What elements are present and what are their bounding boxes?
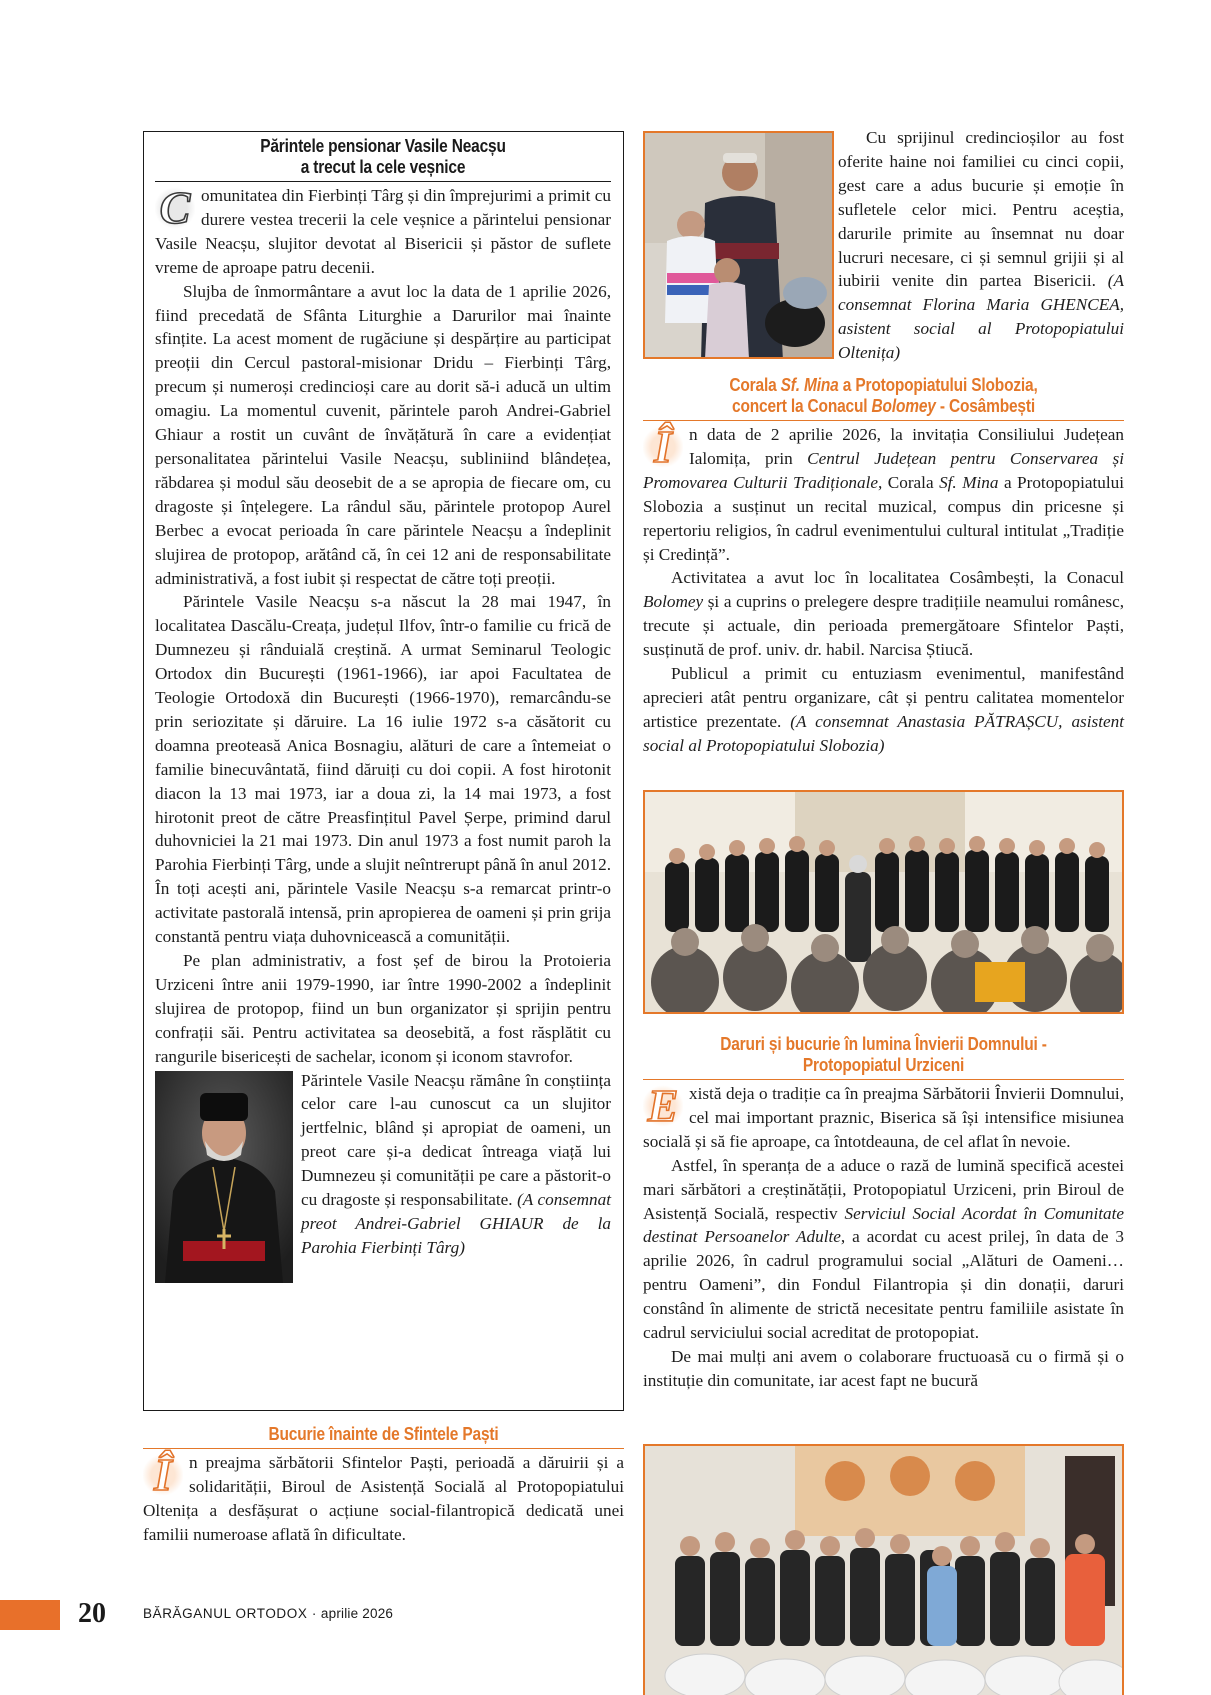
olt-dropcap: Î — [143, 1453, 183, 1497]
urziceni-body — [643, 1082, 1124, 1393]
priest-portrait-photo — [155, 1071, 293, 1283]
corala-title-line2: concert la Conacul Bolomey - Cosâmbești — [732, 396, 1035, 416]
choir-photo-illustration — [645, 792, 1124, 1014]
choir-photo — [643, 790, 1124, 1014]
obituary-paragraph-2: Slujba de înmormântare a avut loc la data de 1 aprilie 2026, fiind precedată de Sfânta Liturghie a Darurilor mai înainte sfințite. La acest moment de rugăciune și despărțire au participat preoții din Cercul pastoral-misionar Dridu – Fierbinți Târg, precum și numeroși credincioși care au dorit să-i aducă un ultim omagiu. La momentul cuvenit, părintele paroh Andrei-Gabriel Ghiaur a rostit un cuvânt de învățătură în care a evidențiat personalitatea părintelui Vasile Neacșu, subliniind blândețea, răbdarea și modul său deosebit de a se apropia de fiecare om, cu dragoste și înțelegere. La rândul său, părintele protopop Aurel Berbec a evocat perioada în care părintele Neacșu a îndeplinit slujirea de protopop, arătând că, în cei 12 ani de responsabilitate administrativă, a fost iubit și respectat de către toți preoții. — [155, 281, 611, 588]
olt-credit: (A consemnat Florina Maria GHENCEA, asistent social al Protopopiatului Oltenița) — [838, 271, 1124, 363]
corala-title-line1: Corala Sf. Mina a Protopopiatului Slobozia, — [729, 375, 1038, 395]
footer-accent-bar — [0, 1600, 60, 1630]
obituary-paragraph-1: C omunitatea din Fierbinți Târg și din împrejurimi a primit cu durere vestea trecerii la cele veșnice a părintelui pensionar Vasile Neacșu, slujitor devotat al Bisericii și păstor de suflete vreme de aproape patru decenii. — [155, 182, 611, 277]
olt-title-rule — [143, 1448, 624, 1449]
urziceni-group-photo — [643, 1444, 1124, 1695]
footer-issue: aprilie 2026 — [320, 1606, 394, 1621]
corala-title-rule — [643, 420, 1124, 421]
footer-separator: · — [311, 1606, 317, 1621]
family-photo — [643, 131, 834, 359]
corala-paragraph-1: Î n data de 2 aprilie 2026, la invitația Consiliului Județean Ialomița, prin Centrul Județean pentru Conservarea și Promovarea Culturii Tradiționale, Corala Sf. Mina a Protopopiatului Slobozia a susținut un recital muzical, compus din pricesne și repertoriu religios, în cadrul evenimentului cultural intitulat „Tradiție și Credință”. — [643, 421, 1124, 564]
urziceni-paragraph-3: De mai mulți ani avem o colaborare fructuoasă cu o firmă și o instituție din comunitate, iar acest fapt ne bucură — [643, 1346, 1124, 1390]
olt-continuation — [838, 126, 1124, 365]
obituary-body — [155, 184, 611, 1260]
urziceni-article — [643, 1034, 1124, 1393]
obituary-paragraph-4: Pe plan administrativ, a fost șef de birou la Protoieria Urziceni între anii 1979-1990, iar între 1990-2002 a îndeplinit slujirea de protopop, fiind un bun organizator și sprijin pentru confrații săi. Pentru activitatea sa deosebită, a fost răsplătit cu rangurile bisericești de sachelar, iconom și iconom stavrofor. — [155, 951, 611, 1066]
obituary-dropcap: C — [155, 186, 195, 230]
page-number: 20 — [78, 1598, 106, 1629]
corala-dropcap: Î — [643, 425, 683, 469]
olt-title: Bucurie înainte de Sfintele Paști — [268, 1424, 499, 1444]
obituary-title-line2: a trecut la cele veșnice — [300, 157, 466, 177]
obituary-paragraph-3: Părintele Vasile Neacșu s-a născut la 28 mai 1947, în localitatea Dascălu-Creața, județul Ilfov, într-o familie cu frică de Dumnezeu și rânduială creștină. A urmat Seminarul Teologic Ortodox din București (1961-1966), iar apoi Facultatea de Teologie Ortodoxă din București (1966-1970), remarcându-se prin seriozitate și dăruire. La 16 iulie 1972 s-a căsătorit cu doamna preoteasă Anica Bosnagiu, alături de care a întemeiat o familie binecuvântată, fiind dăruiți cu doi copii. A fost hirotonit diacon la 13 mai 1973, iar a doua zi, la 14 mai 1973, a fost hirotonit preot de către Preasfințitul Pavel Șerpe, primind darul duhovniciei la 21 mai 1973. Din anul 1973 a fost numit paroh la Parohia Fierbinți Târg, unde a slujit neîntrerupt până în anul 2012. În toți acești ani, părintele Vasile Neacșu s-a remarcat printr-o activitate pastorală intensă, prin apropierea de oameni și prin grija constantă pentru viața duhovnicească a comunității. — [155, 592, 611, 947]
obituary-title — [187, 136, 579, 178]
urziceni-paragraph-1: E xistă deja o tradiție ca în preajma Sărbătorii Învierii Domnului, cel mai important praznic, Biserica să își intensifice misiunea socială și să fie aproape, ca întotdeauna, de cel aflat în nevoie. — [643, 1080, 1124, 1151]
obituary-credit: (A consemnat preot Andrei-Gabriel GHIAUR de la Parohia Fierbinți Târg) — [301, 1190, 611, 1257]
corala-title — [677, 375, 1091, 417]
obituary-title-line1: Părintele pensionar Vasile Neacșu — [260, 136, 506, 156]
urziceni-title-rule — [643, 1079, 1124, 1080]
publication-name: BĂRĂGANUL ORTODOX — [143, 1606, 308, 1621]
urziceni-dropcap: E — [643, 1084, 683, 1128]
obituary-title-rule — [155, 181, 611, 182]
urziceni-title-line2: Protopopiatul Urziceni — [802, 1055, 965, 1075]
corala-article — [643, 375, 1124, 758]
priest-portrait-illustration — [155, 1071, 293, 1283]
family-photo-illustration — [645, 133, 834, 359]
obituary-article — [155, 136, 611, 1283]
corala-paragraph-2: Activitatea a avut loc în localitatea Cosâmbești, la Conacul Bolomey și a cuprins o prelegere despre tradițiile neamului românesc, trecute și actuale, din perioada premergătoare Sfintelor Paști, susținută de prof. univ. dr. habil. Narcisa Știucă. — [643, 568, 1124, 660]
olt-article — [143, 1424, 624, 1547]
corala-body — [643, 423, 1124, 758]
corala-credit: (A consemnat Anastasia PĂTRAȘCU, asistent social al Protopopiatului Slobozia) — [643, 711, 1124, 755]
urziceni-title-line1: Daruri și bucurie în lumina Învierii Domnului - — [720, 1034, 1047, 1054]
olt-paragraph-2: Cu sprijinul credincioșilor au fost oferite haine noi familiei cu cinci copii, gest care a adus bucurie și emoție în sufletele celor mici. Pentru aceștia, darurile primite au însemnat nu doar lucruri necesare, ci și semnul grijii și al iubirii venite din partea Bisericii. (A consemnat Florina Maria GHENCEA, asistent social al Protopopiatului Oltenița) — [838, 128, 1124, 363]
olt-paragraph-1: Î n preajma sărbătorii Sfintelor Paști, perioadă a dăruirii și a solidarității, Biroul de Asistență Socială al Protopopiatului Oltenița a desfășurat o acțiune social-filantropică dedicată unei familii numeroase aflată în dificultate. — [143, 1449, 624, 1544]
footer-publication — [143, 1606, 393, 1621]
urziceni-paragraph-2: Astfel, în speranța de a aduce o rază de lumină specifică acestei mari sărbători a creștinătății, Protopopiatul Urziceni, prin Biroul de Asistență Socială, respectiv Serviciul Social Acordat în Comunitate destinat Persoanelor Adulte, a acordat cu acest prilej, în data de 3 aprilie 2026, în cadrul programului social „Alături de Oameni… pentru Oameni”, din Fondul Filantropia și din donații, daruri constând în alimente de strictă necesitate pentru familiile asistate în cadrul serviciului social acreditat de protopopiat. — [643, 1155, 1125, 1343]
urziceni-photo-illustration — [645, 1446, 1124, 1695]
corala-paragraph-3: Publicul a primit cu entuziasm evenimentul, manifestând aprecieri atât pentru organizare, cât și pentru calitatea momentelor artistice prezentate. (A consemnat Anastasia PĂTRAȘCU, asistent social al Protopopiatului Slobozia) — [643, 664, 1124, 755]
obituary-paragraph-5: Părintele Vasile Neacșu rămâne în conștiința celor care l-au cunoscut ca un slujitor jertfelnic, blând și apropiat de oameni, un preot care și-a dedicat întreaga viață lui Dumnezeu și comunității pe care a păstorit-o cu dragoste și responsabilitate. (A consemnat preot Andrei-Gabriel GHIAUR de la Parohia Fierbinți Târg) — [155, 1069, 611, 1260]
olt-body — [143, 1451, 624, 1547]
urziceni-title — [677, 1034, 1091, 1076]
